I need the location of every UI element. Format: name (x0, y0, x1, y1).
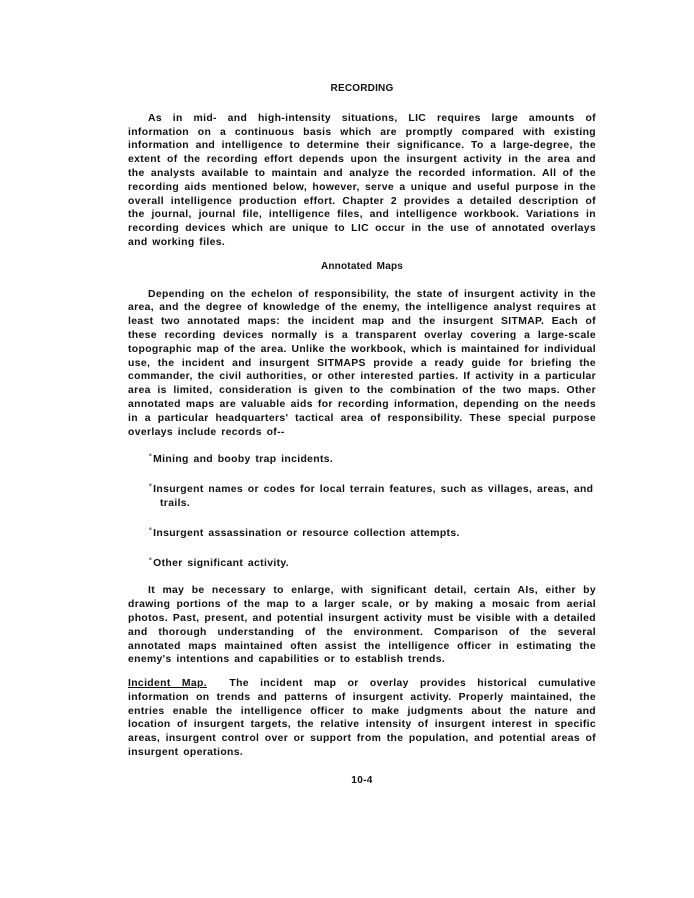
intro-paragraph: As in mid- and high-intensity situations, LIC requires large amounts of information on a continuous basis which are promptly compared with existing information and intelligence to determine their significance. To a large-degree, the extent of the recording effort depends upon the insurgent activity in the area and the analysts available to maintain and analyze the recorded information. All of the recording aids mentioned below, however, serve a unique and useful purpose in the overall intelligence production effort. Chapter 2 provides a detailed description of the journal, journal file, intelligence files, and intelligence workbook. Variations in recording devices which are unique to LIC occur in the use of annotated overlays and working files. (128, 112, 596, 248)
bullet-icon: ° (149, 454, 153, 462)
enlarge-paragraph: It may be necessary to enlarge, with significant detail, certain AIs, either by drawing portions of the map to a larger scale, or by making a mosaic from aerial photos. Past, present, and potential insurgent activity must be visible with a detailed and thorough understanding of the environment. Comparison of the several annotated maps maintained often assist the intelligence officer in estimating the enemy's intentions and capabilities or to establish trends. (128, 585, 596, 666)
list-item-text: Insurgent names or codes for local terrain features, such as villages, areas, and trails. (153, 484, 594, 509)
list-item (128, 555, 596, 571)
list-item (128, 525, 596, 541)
list-item-text: Mining and booby trap incidents. (153, 454, 334, 466)
list-item (128, 481, 596, 511)
bullet-icon: ° (149, 484, 153, 492)
document-page (128, 82, 596, 788)
bullet-icon: ° (149, 557, 153, 565)
annotated-maps-heading: Annotated Maps (320, 260, 404, 272)
incident-map-text: The incident map or overlay provides historical cumulative information on trends and patterns of insurgent activity. Properly maintained, the entries enable the intelligence officer to make judgments about the nature and location of insurgent targets, the relative intensity of insurgent interest in specific areas, insurgent control over or support from the population, and potential areas of insurgent operations. (128, 678, 596, 759)
overlay-records-list (128, 451, 596, 570)
incident-map-paragraph (128, 677, 596, 760)
page-number: 10-4 (351, 774, 373, 786)
bullet-icon: ° (149, 527, 153, 535)
section-title: RECORDING (330, 83, 394, 94)
list-item-text: Other significant activity. (153, 557, 289, 569)
incident-map-label: Incident Map. (128, 678, 207, 690)
annotated-maps-paragraph: Depending on the echelon of responsibility, the state of insurgent activity in the area, and the degree of knowledge of the enemy, the intelligence analyst requires at least two annotated maps: the incident map and the insurgent SITMAP. Each of these recording devices normally is a transparent overlay covering a large-scale topographic map of the area. Unlike the workbook, which is maintained for individual use, the incident and insurgent SITMAPS provide a ready guide for briefing the commander, the civil authorities, or other interested parties. If activity in a particular area is limited, consideration is given to the combination of the two maps. Other annotated maps are valuable aids for recording information, depending on the needs in a particular headquarters' tactical area of responsibility. These special purpose overlays include records of-- (128, 288, 596, 438)
list-item-text: Insurgent assassination or resource collection attempts. (153, 527, 460, 539)
list-item (128, 451, 596, 467)
